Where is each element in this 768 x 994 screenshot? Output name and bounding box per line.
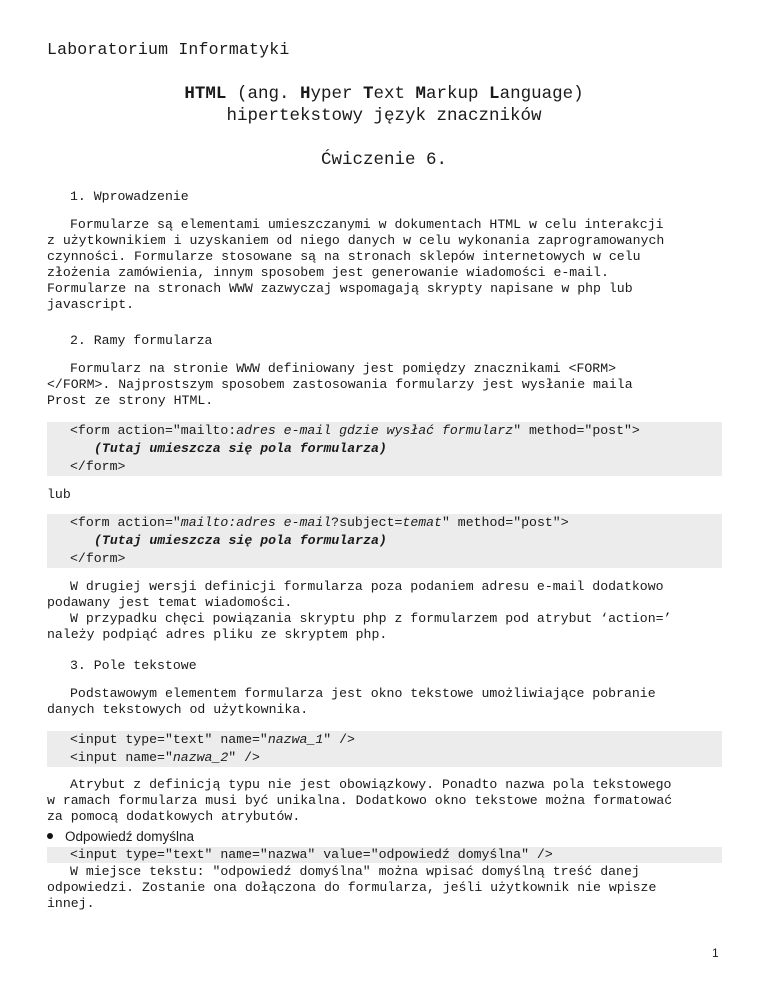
- text-line: Atrybut z definicją typu nie jest obowiązkowy. Ponadto nazwa pola tekstowego: [70, 777, 672, 792]
- bullet-icon: [47, 833, 53, 839]
- code-token-italic: mailto:adres e-mail: [180, 515, 332, 530]
- text-line: innej.: [47, 895, 95, 911]
- text-line: </FORM>. Najprostszym sposobem zastosowania formularzy jest wysłanie maila: [47, 376, 633, 392]
- section-2-paragraph: [47, 361, 722, 409]
- text-line: Formularz na stronie WWW definiowany jest pomiędzy znacznikami <FORM>: [70, 361, 617, 376]
- text-line: z użytkownikiem i uzyskaniem od niego danych w celu wykonania zaprogramowanych: [47, 232, 665, 248]
- text-line: Formularze na stronach WWW zazwyczaj wspomagają skrypty napisane w php lub: [47, 280, 633, 296]
- text-line: należy podpiąć adres pliku ze skryptem php.: [47, 626, 388, 642]
- code-block-form-2: [47, 514, 722, 568]
- code-token: ?subject=: [331, 515, 403, 530]
- section-3-heading: 3. Pole tekstowe: [70, 658, 197, 673]
- code-line: [47, 514, 722, 532]
- text-line: za pomocą dodatkowych atrybutów.: [47, 808, 301, 824]
- code-token: <form action=": [70, 515, 181, 530]
- code-line: [47, 731, 722, 749]
- title-part: M: [415, 84, 427, 104]
- code-token: <form action="mailto:: [70, 423, 237, 438]
- code-line-body: (Tutaj umieszcza się pola formularza): [94, 533, 387, 548]
- text-line: odpowiedzi. Zostanie ona dołączona do formularza, jeśli użytkownik nie wpisze: [47, 879, 657, 895]
- code-token: " />: [323, 732, 355, 747]
- code-block-form-1: [47, 422, 722, 476]
- text-line: danych tekstowych od użytkownika.: [47, 701, 309, 717]
- page-number: 1: [712, 946, 719, 960]
- section-3-paragraph-2: [47, 777, 722, 825]
- code-line-body: (Tutaj umieszcza się pola formularza): [94, 441, 387, 456]
- title-line-2: hipertekstowy język znaczników: [226, 106, 542, 126]
- code-token-italic: temat: [402, 515, 442, 530]
- title-part: HTML: [184, 84, 227, 104]
- code-token-italic: nazwa_1: [267, 732, 324, 747]
- text-line: javascript.: [47, 296, 135, 312]
- title-part: T: [362, 84, 374, 104]
- code-block-inputs: [47, 731, 722, 767]
- section-1-paragraph: [47, 217, 722, 312]
- title-part: yper: [310, 84, 363, 104]
- text-line: Formularze są elementami umieszczanymi w dokumentach HTML w celu interakcji: [70, 217, 664, 232]
- title-part: anguage): [499, 84, 584, 104]
- title-part: (ang.: [226, 84, 300, 104]
- section-3-paragraph-3: [47, 864, 722, 912]
- code-token: <input type="text" name=": [70, 732, 268, 747]
- code-token: " />: [228, 750, 260, 765]
- title-part: ext: [373, 84, 416, 104]
- text-line: W drugiej wersji definicji formularza poza podaniem adresu e-mail dodatkowo: [70, 579, 664, 594]
- title-part: H: [299, 84, 311, 104]
- section-2-heading: 2. Ramy formularza: [70, 333, 213, 348]
- text-line: podawany jest temat wiadomości.: [47, 594, 293, 610]
- bullet-label: Odpowiedź domyślna: [65, 829, 195, 844]
- code-token: <input name=": [70, 750, 173, 765]
- lub-text: lub: [47, 487, 71, 502]
- code-line: <input type="text" name="nazwa" value="odpowiedź domyślna" />: [70, 847, 553, 862]
- code-block-default: [47, 847, 722, 863]
- text-line: W miejsce tekstu: "odpowiedź domyślna" można wpisać domyślną treść danej: [70, 864, 640, 879]
- code-token-italic: adres e-mail gdzie wysłać formularz: [236, 423, 514, 438]
- text-line: złożenia zamówienia, innym sposobem jest generowanie wiadomości e-mail.: [47, 264, 609, 280]
- text-line: Podstawowym elementem formularza jest okno tekstowe umożliwiające pobranie: [70, 686, 656, 701]
- code-line-end: </form>: [70, 459, 126, 474]
- section-1-heading: 1. Wprowadzenie: [70, 189, 189, 204]
- title-part: arkup: [426, 84, 490, 104]
- text-line: w ramach formularza musi być unikalna. Dodatkowo okno tekstowe można formatować: [47, 792, 673, 808]
- title-part: L: [489, 84, 500, 104]
- bullet-item: [47, 829, 194, 845]
- lab-header: Laboratorium Informatyki: [47, 40, 290, 59]
- exercise-title: Ćwiczenie 6.: [320, 150, 448, 170]
- code-token: " method="post">: [513, 423, 640, 438]
- code-line: [47, 749, 722, 767]
- section-2-paragraph-2: [47, 579, 722, 643]
- text-line: W przypadku chęci powiązania skryptu php z formularzem pod atrybut ‘action=’: [70, 610, 672, 626]
- title-line-1: [0, 84, 768, 104]
- text-line: Prost ze strony HTML.: [47, 392, 214, 408]
- code-token-italic: nazwa_2: [172, 750, 229, 765]
- section-3-paragraph: [47, 686, 722, 718]
- code-line: [47, 422, 722, 440]
- text-line: czynności. Formularze stosowane są na stronach sklepów internetowych w celu: [47, 248, 641, 264]
- code-token: " method="post">: [441, 515, 569, 530]
- code-line-end: </form>: [70, 551, 126, 566]
